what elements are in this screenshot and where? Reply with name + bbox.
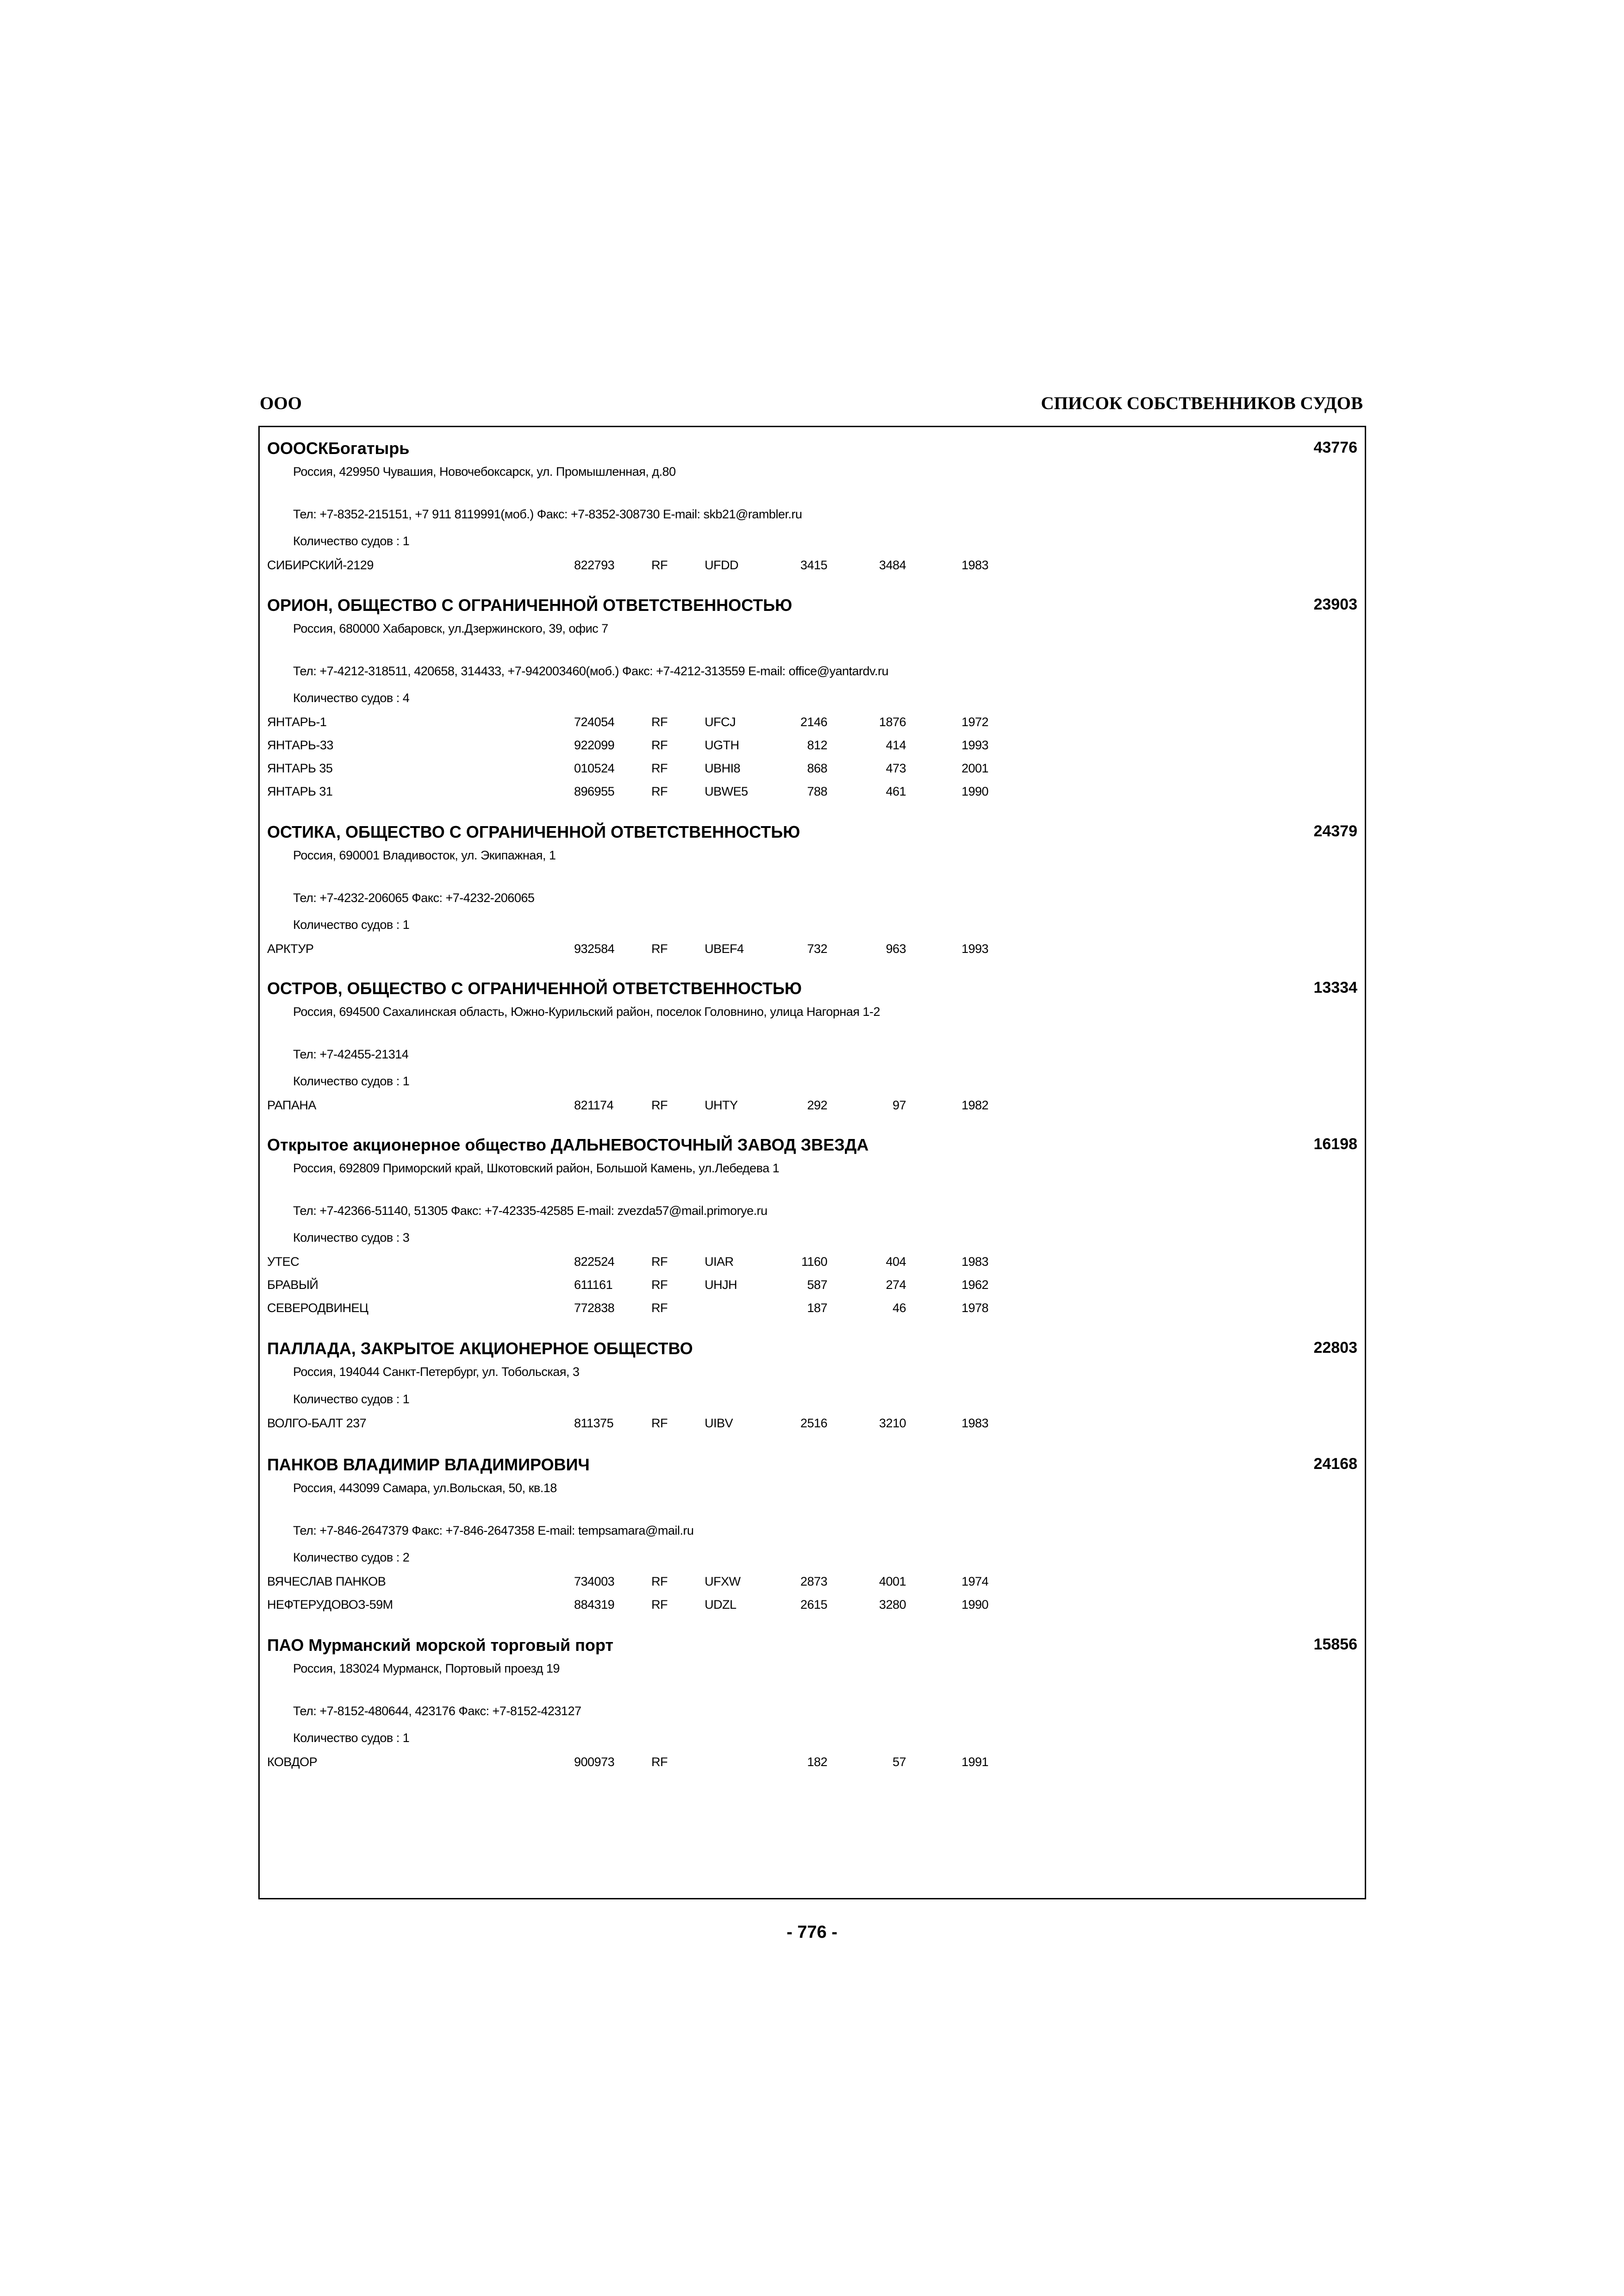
ship-name: НЕФТЕРУДОВОЗ-59М bbox=[267, 1598, 393, 1612]
ship-year: 1993 bbox=[962, 738, 989, 752]
ship-name: РАПАНА bbox=[267, 1098, 316, 1112]
ship-gt: 2615 bbox=[800, 1598, 827, 1612]
ship-number: 724054 bbox=[574, 715, 615, 729]
owner-name: ПАО Мурманский морской торговый порт bbox=[267, 1636, 614, 1655]
owner-name: ОСТИКА, ОБЩЕСТВО С ОГРАНИЧЕННОЙ ОТВЕТСТВЕННОСТЬЮ bbox=[267, 822, 800, 841]
owner-code: 24168 bbox=[1313, 1455, 1357, 1473]
owner-address: Россия, 694500 Сахалинская область, Южно-Курильский район, поселок Головнино, улица Нагорная 1-2 bbox=[293, 1005, 880, 1019]
ship-count: Количество судов : 3 bbox=[293, 1231, 410, 1244]
ship-number: 896955 bbox=[574, 784, 615, 798]
ship-row bbox=[267, 1415, 1357, 1431]
ship-callsign: UHJH bbox=[705, 1278, 737, 1292]
ship-dwt: 3210 bbox=[879, 1416, 906, 1430]
ship-callsign: UHTY bbox=[705, 1098, 738, 1112]
ship-callsign: UGTH bbox=[705, 738, 739, 752]
ship-callsign: UBWE5 bbox=[705, 784, 748, 798]
ship-year: 1982 bbox=[962, 1098, 989, 1112]
ship-callsign: UBEF4 bbox=[705, 942, 744, 956]
ship-flag: RF bbox=[651, 1598, 668, 1612]
ship-name: БРАВЫЙ bbox=[267, 1278, 319, 1292]
owner-address: Россия, 692809 Приморский край, Шкотовский район, Большой Камень, ул.Лебедева 1 bbox=[293, 1161, 780, 1175]
ship-row bbox=[267, 1597, 1357, 1612]
ship-name: ВЯЧЕСЛАВ ПАНКОВ bbox=[267, 1574, 386, 1588]
ship-row bbox=[267, 1254, 1357, 1269]
ship-year: 1983 bbox=[962, 1255, 989, 1269]
ship-row bbox=[267, 1097, 1357, 1113]
ship-count: Количество судов : 4 bbox=[293, 691, 410, 705]
ship-gt: 1160 bbox=[801, 1255, 827, 1269]
owner-name: ОСТРОВ, ОБЩЕСТВО С ОГРАНИЧЕННОЙ ОТВЕТСТВЕННОСТЬЮ bbox=[267, 979, 802, 998]
ship-number: 932584 bbox=[574, 942, 615, 956]
owner-contacts: Тел: +7-4232-206065 Факс: +7-4232-206065 bbox=[293, 891, 535, 905]
ship-row bbox=[267, 557, 1357, 573]
ship-name: СИБИРСКИЙ-2129 bbox=[267, 558, 374, 572]
ship-number: 821174 bbox=[574, 1098, 614, 1112]
ship-row bbox=[267, 784, 1357, 799]
owner-contacts: Тел: +7-8352-215151, +7 911 8119991(моб.) Факс: +7-8352-308730 E-mail: skb21@rambler.ru bbox=[293, 507, 802, 521]
ship-callsign: UIAR bbox=[705, 1255, 734, 1269]
ship-dwt: 4001 bbox=[879, 1574, 906, 1588]
owner-code: 43776 bbox=[1313, 439, 1357, 456]
ship-gt: 187 bbox=[807, 1301, 827, 1315]
ship-gt: 587 bbox=[807, 1278, 827, 1292]
ship-year: 1990 bbox=[962, 1598, 989, 1612]
ship-dwt: 274 bbox=[886, 1278, 906, 1292]
ship-row bbox=[267, 1754, 1357, 1770]
owner-contacts: Тел: +7-42455-21314 bbox=[293, 1047, 409, 1061]
ship-gt: 788 bbox=[807, 784, 827, 798]
ship-row bbox=[267, 941, 1357, 957]
ship-year: 2001 bbox=[962, 761, 989, 775]
ship-gt: 2516 bbox=[800, 1416, 827, 1430]
ship-count: Количество судов : 1 bbox=[293, 1392, 410, 1406]
ship-dwt: 414 bbox=[886, 738, 906, 752]
owner-code: 15856 bbox=[1313, 1636, 1357, 1653]
ship-name: УТЕС bbox=[267, 1255, 300, 1269]
ship-callsign: UBHI8 bbox=[705, 761, 741, 775]
ship-flag: RF bbox=[651, 1255, 668, 1269]
ship-dwt: 57 bbox=[892, 1755, 906, 1769]
ship-year: 1972 bbox=[962, 715, 989, 729]
ship-year: 1990 bbox=[962, 784, 989, 798]
ship-callsign: UIBV bbox=[705, 1416, 733, 1430]
owner-name: ОООСКБогатырь bbox=[267, 439, 410, 458]
ship-dwt: 404 bbox=[886, 1255, 906, 1269]
ship-row bbox=[267, 737, 1357, 753]
owner-contacts: Тел: +7-4212-318511, 420658, 314433, +7-942003460(моб.) Факс: +7-4212-313559 E-mail: office@yantardv.ru bbox=[293, 664, 889, 678]
ship-number: 884319 bbox=[574, 1598, 615, 1612]
ship-year: 1991 bbox=[962, 1755, 989, 1769]
ship-number: 822524 bbox=[574, 1255, 615, 1269]
owner-contacts: Тел: +7-8152-480644, 423176 Факс: +7-8152-423127 bbox=[293, 1704, 581, 1718]
ship-gt: 292 bbox=[807, 1098, 827, 1112]
ship-row bbox=[267, 760, 1357, 776]
ship-flag: RF bbox=[651, 1278, 668, 1292]
ship-callsign: UFXW bbox=[705, 1574, 741, 1588]
ship-flag: RF bbox=[651, 738, 668, 752]
ship-gt: 182 bbox=[807, 1755, 827, 1769]
ship-dwt: 461 bbox=[886, 784, 906, 798]
header-left: ООО bbox=[260, 393, 302, 413]
owner-code: 13334 bbox=[1313, 979, 1357, 996]
owner-address: Россия, 443099 Самара, ул.Вольская, 50, кв.18 bbox=[293, 1481, 557, 1495]
ship-gt: 812 bbox=[807, 738, 827, 752]
ship-callsign: UFCJ bbox=[705, 715, 736, 729]
ship-year: 1983 bbox=[962, 1416, 989, 1430]
ship-gt: 868 bbox=[807, 761, 827, 775]
owner-address: Россия, 429950 Чувашия, Новочебоксарск, ул. Промышленная, д.80 bbox=[293, 465, 676, 479]
owner-code: 23903 bbox=[1313, 596, 1357, 613]
ship-name: ВОЛГО-БАЛТ 237 bbox=[267, 1416, 367, 1430]
ship-count: Количество судов : 1 bbox=[293, 534, 410, 548]
ship-gt: 2873 bbox=[800, 1574, 827, 1588]
ship-count: Количество судов : 1 bbox=[293, 1074, 410, 1088]
owner-address: Россия, 680000 Хабаровск, ул.Дзержинского, 39, офис 7 bbox=[293, 622, 608, 635]
ship-count: Количество судов : 2 bbox=[293, 1550, 410, 1564]
owner-contacts: Тел: +7-42366-51140, 51305 Факс: +7-42335-42585 E-mail: zvezda57@mail.primorye.ru bbox=[293, 1204, 768, 1218]
ship-gt: 732 bbox=[807, 942, 827, 956]
ship-row bbox=[267, 1277, 1357, 1293]
owner-name: ПАНКОВ ВЛАДИМИР ВЛАДИМИРОВИЧ bbox=[267, 1455, 590, 1474]
ship-name: ЯНТАРЬ-33 bbox=[267, 738, 333, 752]
ship-dwt: 3280 bbox=[879, 1598, 906, 1612]
ship-year: 1993 bbox=[962, 942, 989, 956]
ship-number: 922099 bbox=[574, 738, 615, 752]
ship-callsign: UFDD bbox=[705, 558, 738, 572]
ship-name: АРКТУР bbox=[267, 942, 314, 956]
ship-flag: RF bbox=[651, 942, 668, 956]
ship-dwt: 97 bbox=[892, 1098, 906, 1112]
ship-row bbox=[267, 1574, 1357, 1589]
owner-name: Открытое акционерное общество ДАЛЬНЕВОСТОЧНЫЙ ЗАВОД ЗВЕЗДА bbox=[267, 1135, 869, 1154]
ship-number: 772838 bbox=[574, 1301, 615, 1315]
ship-number: 611161 bbox=[574, 1278, 613, 1292]
ship-count: Количество судов : 1 bbox=[293, 918, 410, 932]
ship-year: 1983 bbox=[962, 558, 989, 572]
ship-name: ЯНТАРЬ 31 bbox=[267, 784, 333, 798]
ship-flag: RF bbox=[651, 715, 668, 729]
ship-number: 900973 bbox=[574, 1755, 615, 1769]
ship-name: ЯНТАРЬ 35 bbox=[267, 761, 333, 775]
ship-flag: RF bbox=[651, 761, 668, 775]
ship-number: 811375 bbox=[574, 1416, 614, 1430]
page-number: - 776 - bbox=[787, 1923, 837, 1942]
ship-gt: 3415 bbox=[800, 558, 827, 572]
ship-dwt: 3484 bbox=[879, 558, 906, 572]
ship-flag: RF bbox=[651, 558, 668, 572]
ship-year: 1978 bbox=[962, 1301, 989, 1315]
ship-name: ЯНТАРЬ-1 bbox=[267, 715, 327, 729]
owner-address: Россия, 183024 Мурманск, Портовый проезд 19 bbox=[293, 1661, 560, 1675]
owner-address: Россия, 194044 Санкт-Петербург, ул. Тобольская, 3 bbox=[293, 1365, 580, 1379]
ship-flag: RF bbox=[651, 1755, 668, 1769]
owner-name: ОРИОН, ОБЩЕСТВО С ОГРАНИЧЕННОЙ ОТВЕТСТВЕННОСТЬЮ bbox=[267, 596, 793, 615]
ship-flag: RF bbox=[651, 784, 668, 798]
ship-row bbox=[267, 1300, 1357, 1316]
owner-contacts: Тел: +7-846-2647379 Факс: +7-846-2647358 E-mail: tempsamara@mail.ru bbox=[293, 1524, 694, 1537]
ship-number: 822793 bbox=[574, 558, 615, 572]
ship-dwt: 473 bbox=[886, 761, 906, 775]
header-title: СПИСОК СОБСТВЕННИКОВ СУДОВ bbox=[1041, 393, 1363, 413]
ship-number: 010524 bbox=[574, 761, 615, 775]
ship-gt: 2146 bbox=[800, 715, 827, 729]
ship-row bbox=[267, 714, 1357, 730]
owner-name: ПАЛЛАДА, ЗАКРЫТОЕ АКЦИОНЕРНОЕ ОБЩЕСТВО bbox=[267, 1339, 693, 1358]
ship-dwt: 46 bbox=[892, 1301, 906, 1315]
ship-count: Количество судов : 1 bbox=[293, 1731, 410, 1745]
ship-flag: RF bbox=[651, 1098, 668, 1112]
owner-code: 24379 bbox=[1313, 822, 1357, 840]
ship-callsign: UDZL bbox=[705, 1598, 737, 1612]
ship-flag: RF bbox=[651, 1574, 668, 1588]
ship-dwt: 963 bbox=[886, 942, 906, 956]
ship-flag: RF bbox=[651, 1301, 668, 1315]
owners-frame bbox=[258, 426, 1366, 1899]
ship-number: 734003 bbox=[574, 1574, 615, 1588]
owner-code: 16198 bbox=[1313, 1135, 1357, 1153]
ship-flag: RF bbox=[651, 1416, 668, 1430]
owner-address: Россия, 690001 Владивосток, ул. Экипажная, 1 bbox=[293, 848, 556, 862]
ship-name: КОВДОР bbox=[267, 1755, 318, 1769]
ship-name: СЕВЕРОДВИНЕЦ bbox=[267, 1301, 369, 1315]
ship-year: 1962 bbox=[962, 1278, 989, 1292]
owner-code: 22803 bbox=[1313, 1339, 1357, 1356]
ship-year: 1974 bbox=[962, 1574, 989, 1588]
ship-dwt: 1876 bbox=[879, 715, 906, 729]
